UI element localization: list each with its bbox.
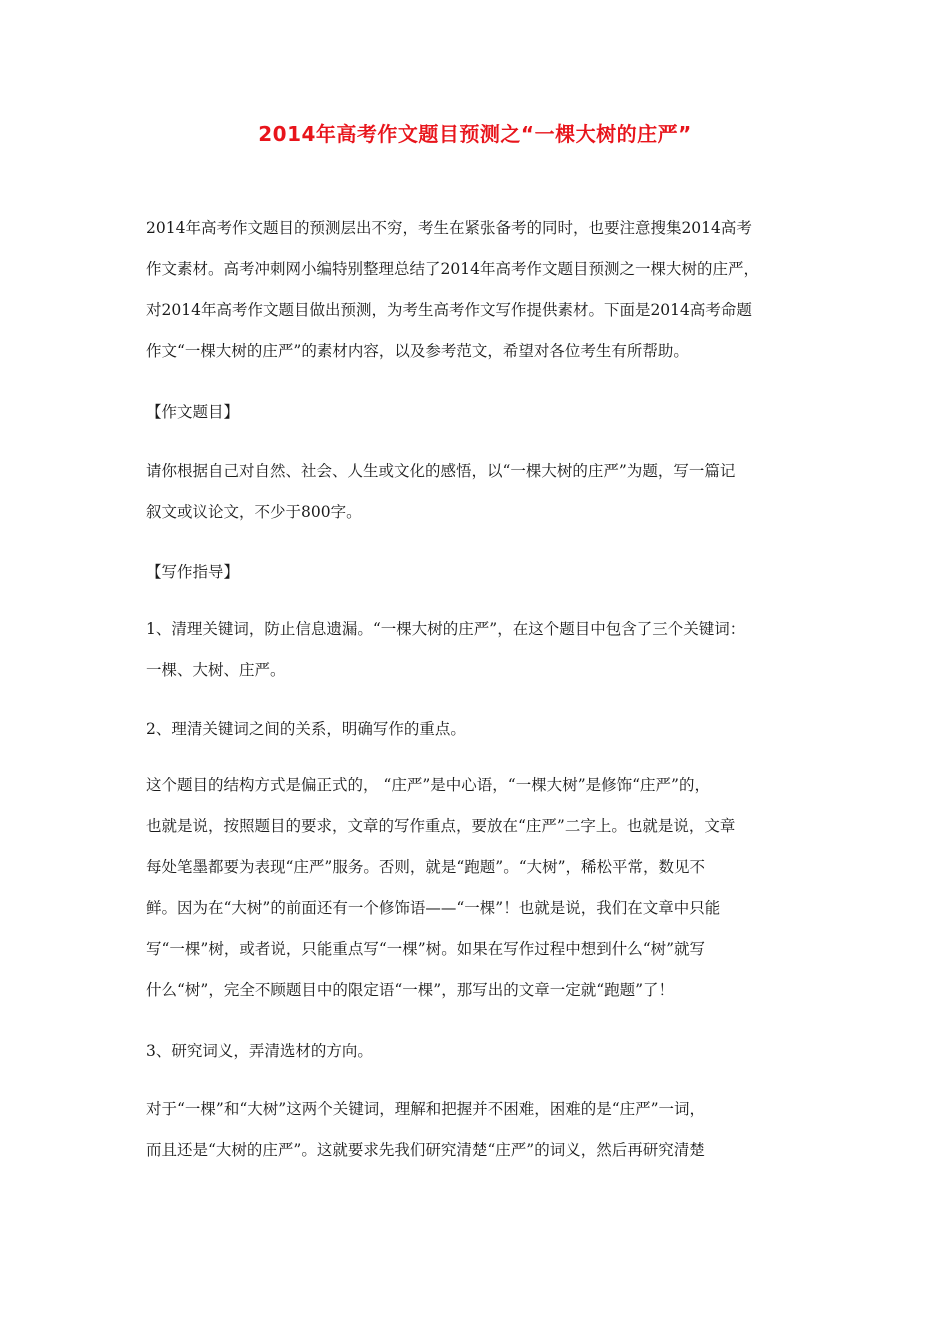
text-line: 2014年高考作文题目的预测层出不穷，考生在紧张备考的同时，也要注意搜集2014高考 xyxy=(146,219,752,237)
guide-point-3: 3、研究词义，弄清选材的方向。 xyxy=(146,1042,373,1060)
text-line: 而且还是“大树的庄严”。这就要求先我们研究清楚“庄严”的词义，然后再研究清楚 xyxy=(146,1141,705,1159)
guide-point-2: 2、理清关键词之间的关系，明确写作的重点。 xyxy=(146,720,466,738)
text-line: 写“一棵”树，或者说，只能重点写“一棵”树。如果在写作过程中想到什么“树”就写 xyxy=(146,940,706,958)
final-paragraph xyxy=(146,1089,806,1171)
text-line: 一棵、大树、庄严。 xyxy=(146,661,286,679)
text-line: 每处笔墨都要为表现“庄严”服务。否则，就是“跑题”。“大树”，稀松平常，数见不 xyxy=(146,858,706,876)
topic-paragraph xyxy=(146,451,806,533)
text-line: 请你根据自己对自然、社会、人生或文化的感悟，以“一棵大树的庄严”为题，写一篇记 xyxy=(146,462,736,480)
text-line: 对2014年高考作文题目做出预测，为考生高考作文写作提供素材。下面是2014高考命题 xyxy=(146,301,752,319)
text-line: 叙文或议论文，不少于800字。 xyxy=(146,503,362,521)
text-line: 鲜。因为在“大树”的前面还有一个修饰语——“一棵”！也就是说，我们在文章中只能 xyxy=(146,899,721,917)
section-heading-guide: 【写作指导】 xyxy=(146,563,240,581)
text-line: 这个题目的结构方式是偏正式的， “庄严”是中心语，“一棵大树”是修饰“庄严”的， xyxy=(146,776,710,794)
text-line: 什么“树”，完全不顾题目中的限定语“一棵”，那写出的文章一定就“跑题”了！ xyxy=(146,981,675,999)
text-line: 1、清理关键词，防止信息遗漏。“一棵大树的庄严”，在这个题目中包含了三个关键词： xyxy=(146,620,746,638)
analysis-paragraph xyxy=(146,765,806,1011)
intro-paragraph xyxy=(146,208,806,372)
text-line: 也就是说，按照题目的要求，文章的写作重点，要放在“庄严”二字上。也就是说，文章 xyxy=(146,817,736,835)
section-heading-topic: 【作文题目】 xyxy=(146,403,240,421)
text-line: 作文素材。高考冲刺网小编特别整理总结了2014年高考作文题目预测之一棵大树的庄严， xyxy=(146,260,759,278)
text-line: 对于“一棵”和“大树”这两个关键词，理解和把握并不困难，困难的是“庄严”一词， xyxy=(146,1100,706,1118)
guide-point-1 xyxy=(146,609,806,691)
page-title: 2014年高考作文题目预测之“一棵大树的庄严” xyxy=(258,122,692,146)
text-line: 作文“一棵大树的庄严”的素材内容，以及参考范文，希望对各位考生有所帮助。 xyxy=(146,342,689,360)
